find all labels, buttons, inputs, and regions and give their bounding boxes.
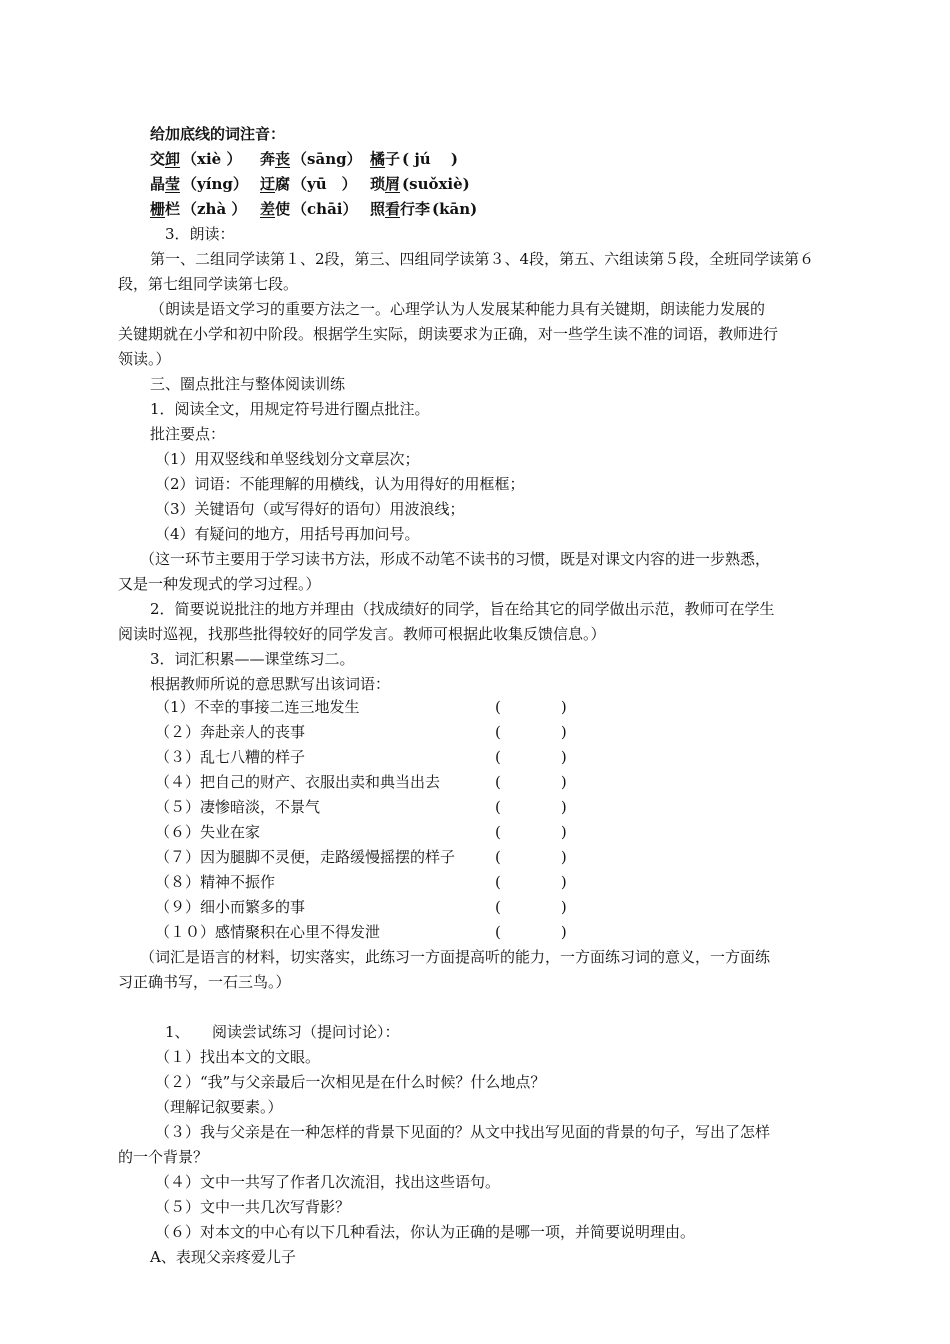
answer-blank[interactable]: ( ) <box>495 723 567 741</box>
underlined-char: 莹 <box>165 175 181 193</box>
text-line: 第一、二组同学读第１、2段，第三、四组同学读第３、4段，第五、六组读第５段，全班同学读第６ <box>150 250 815 268</box>
text-line: （4）有疑问的地方，用括号再加问号。 <box>155 525 420 543</box>
exercise-item: （４）把自己的财产、衣服出卖和典当出去 <box>155 773 441 791</box>
text-line: 1、 阅读尝试练习（提问讨论）： <box>165 1023 400 1041</box>
pinyin-item <box>370 199 491 219</box>
text-line: （理解记叙要素。） <box>155 1098 283 1116</box>
pinyin-annotation: （yíng） <box>182 175 248 193</box>
text-line: （６）对本文的中心有以下几种看法，你认为正确的是哪一项，并简要说明理由。 <box>155 1223 696 1241</box>
word-char: 奔 <box>260 150 276 168</box>
underlined-char: 屑 <box>385 175 401 193</box>
text-line: 又是一种发现式的学习过程。） <box>118 575 321 593</box>
text-line: 阅读时巡视，找那些批得较好的同学发言。教师可根据此收集反馈信息。） <box>118 625 606 643</box>
pinyin-item <box>260 149 376 169</box>
text-line: 段，第七组同学读第七段。 <box>118 275 299 293</box>
exercise-item: （１０）感情聚积在心里不得发泄 <box>155 923 381 941</box>
pinyin-item <box>150 174 262 194</box>
exercise-item: （1）不幸的事接二连三地发生 <box>155 698 360 716</box>
underlined-char: 栅 <box>150 200 166 218</box>
text-line: 习正确书写，一石三鸟。） <box>118 973 291 991</box>
text-line: A、表现父亲疼爱儿子 <box>150 1248 296 1266</box>
text-line: （朗读是语文学习的重要方法之一。心理学认为人发展某种能力具有关键期，朗读能力发展的 <box>150 300 766 318</box>
text-line: 3．词汇积累——课堂练习二。 <box>150 650 355 668</box>
text-line: （这一环节主要用于学习读书方法，形成不动笔不读书的习惯，既是对课文内容的进一步熟悉， <box>140 550 771 568</box>
answer-blank[interactable]: ( ) <box>495 923 567 941</box>
text-line: 根据教师所说的意思默写出该词语： <box>150 675 391 693</box>
underlined-char: 看 <box>385 200 401 218</box>
answer-blank[interactable]: ( ) <box>495 698 567 716</box>
text-line: （词汇是语言的材料，切实落实，此练习一方面提高听的能力，一方面练习词的意义，一方面练 <box>140 948 771 966</box>
word-char: 使 <box>275 200 291 218</box>
pinyin-item <box>150 149 255 169</box>
exercise-item: （９）细小而繁多的事 <box>155 898 306 916</box>
pinyin-annotation: （zhà ） <box>182 200 247 218</box>
underlined-char: 丧 <box>275 150 291 168</box>
pinyin-annotation: （yū ） <box>292 175 357 193</box>
text-line: 3．朗读： <box>165 225 235 243</box>
word-char: 腐 <box>275 175 291 193</box>
word-char: 琐 <box>370 175 386 193</box>
word-char: 交 <box>150 150 166 168</box>
text-line: 2．简要说说批注的地方并理由（找成绩好的同学，旨在给其它的同学做出示范，教师可在学生 <box>150 600 775 618</box>
pinyin-annotation: (kān) <box>432 200 478 218</box>
underlined-char: 橘 <box>370 150 386 168</box>
text-line: （２）“我”与父亲最后一次相见是在什么时候？什么地点？ <box>155 1073 546 1091</box>
word-char: 照 <box>370 200 386 218</box>
text-line: （3）关键语句（或写得好的语句）用波浪线； <box>155 500 465 518</box>
text-line: （３）我与父亲是在一种怎样的背景下见面的？从文中找出写见面的背景的句子，写出了怎样 <box>155 1123 771 1141</box>
answer-blank[interactable]: ( ) <box>495 773 567 791</box>
answer-blank[interactable]: ( ) <box>495 848 567 866</box>
word-char: 栏 <box>165 200 181 218</box>
answer-blank[interactable]: ( ) <box>495 873 567 891</box>
word-char: 行李 <box>400 200 431 218</box>
section-title: 三、圈点批注与整体阅读训练 <box>150 375 346 393</box>
exercise-item: （３）乱七八糟的样子 <box>155 748 306 766</box>
text-line: 领读。） <box>118 350 171 368</box>
exercise-item: （６）失业在家 <box>155 823 261 841</box>
pinyin-annotation: （chāi） <box>292 200 358 218</box>
word-char: 晶 <box>150 175 166 193</box>
exercise-item: （８）精神不振作 <box>155 873 276 891</box>
pinyin-item <box>370 174 484 194</box>
pinyin-item <box>370 149 472 169</box>
pinyin-annotation: （xiè ） <box>182 150 242 168</box>
answer-blank[interactable]: ( ) <box>495 823 567 841</box>
underlined-char: 卸 <box>165 150 181 168</box>
exercise-item: （２）奔赴亲人的丧事 <box>155 723 306 741</box>
pinyin-annotation: ( jú ) <box>402 150 459 168</box>
text-line: （１）找出本文的文眼。 <box>155 1048 321 1066</box>
text-line: （４）文中一共写了作者几次流泪，找出这些语句。 <box>155 1173 501 1191</box>
text-line: 关键期就在小学和初中阶段。根据学生实际，朗读要求为正确，对一些学生读不准的词语，教师进行 <box>118 325 779 343</box>
pinyin-item <box>260 174 371 194</box>
answer-blank[interactable]: ( ) <box>495 798 567 816</box>
text-line: （５）文中一共几次写背影？ <box>155 1198 351 1216</box>
pinyin-item <box>150 199 260 219</box>
text-line: （1）用双竖线和单竖线划分文章层次； <box>155 450 420 468</box>
exercise-item: （５）凄惨暗淡，不景气 <box>155 798 321 816</box>
pinyin-annotation: （sāng） <box>292 150 362 168</box>
answer-blank[interactable]: ( ) <box>495 898 567 916</box>
text-line: 1．阅读全文，用规定符号进行圈点批注。 <box>150 400 430 418</box>
pinyin-annotation: (suǒxiè) <box>402 175 470 193</box>
pinyin-item <box>260 199 372 219</box>
text-line: （2）词语：不能理解的用横线，认为用得好的用框框； <box>155 475 525 493</box>
underlined-char: 差 <box>260 200 276 218</box>
word-char: 子 <box>385 150 401 168</box>
text-line: 的一个背景？ <box>118 1148 209 1166</box>
answer-blank[interactable]: ( ) <box>495 748 567 766</box>
section-heading: 给加底线的词注音： <box>150 125 286 143</box>
exercise-item: （７）因为腿脚不灵便，走路缓慢摇摆的样子 <box>155 848 456 866</box>
underlined-char: 迂 <box>260 175 276 193</box>
text-line: 批注要点： <box>150 425 226 443</box>
